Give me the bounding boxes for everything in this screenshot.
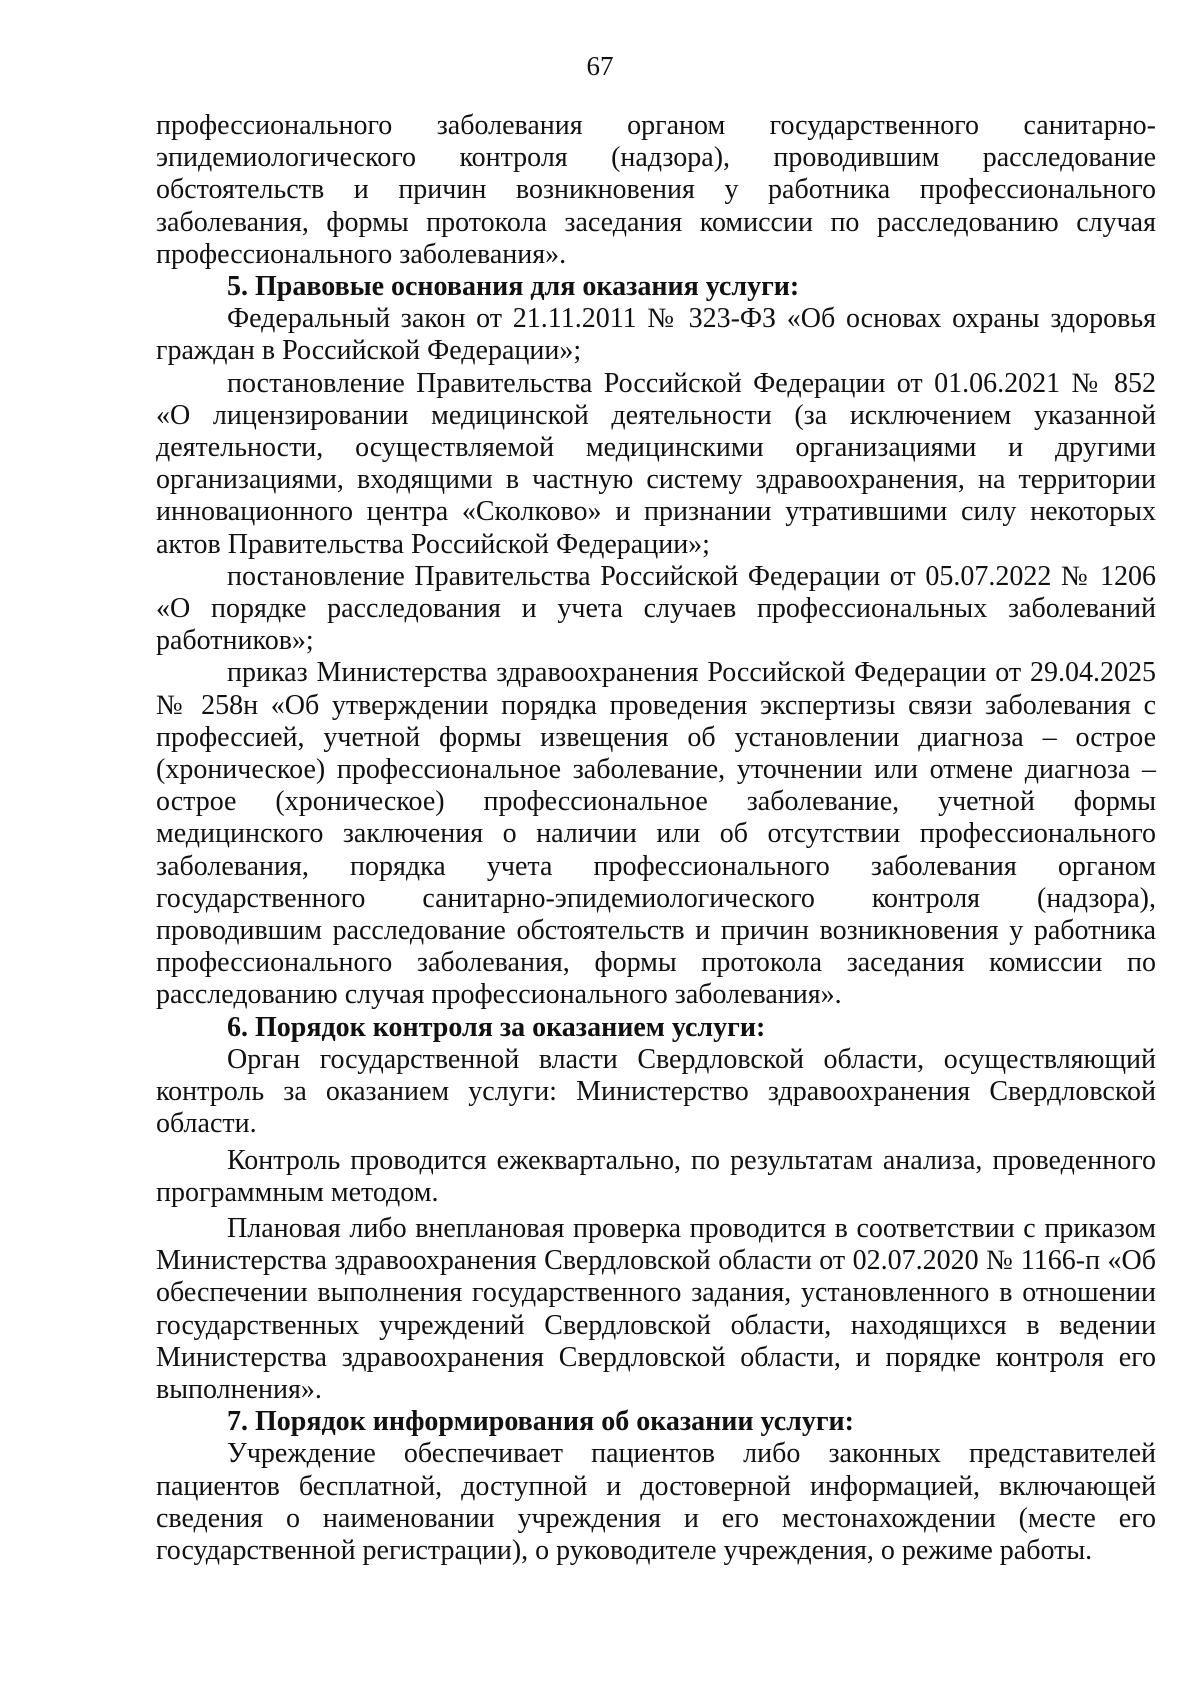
paragraph: Учреждение обеспечивает пациентов либо законных представителей пациентов бесплатной, доступной и достоверной информацией, включающей сведения о наименовании учреждения и его местонахождении (месте его государственной регистрации), о руководителе учреждения, о режиме работы. [156,1438,1156,1566]
section-heading: 7. Порядок информирования об оказании услуги: [227,1406,855,1438]
page-number: 67 [586,51,614,81]
paragraph: приказ Министерства здравоохранения Российской Федерации от 29.04.2025 № 258н «Об утверждении порядка проведения экспертизы связи заболевания с профессией, учетной формы извещения об установлении диагноза – острое (хроническое) профессиональное заболевание, уточнении или отмене диагноза – острое (хроническое) профессиональное заболевание, учетной формы медицинского заключения о наличии или об отсутствии профессионального заболевания, порядка учета профессионального заболевания органом государственного санитарно-эпидемиологического контроля (надзора), проводившим расследование обстоятельств и причин возникновения у работника профессионального заболевания, формы протокола заседания комиссии по расследованию случая профессионального заболевания». [156,657,1156,1011]
paragraph: Плановая либо внеплановая проверка проводится в соответствии с приказом Министерства здравоохранения Свердловской области от 02.07.2020 № 1166-п «Об обеспечении выполнения государственного задания, установленного в отношении государственных учреждений Свердловской области, находящихся в ведении Министерства здравоохранения Свердловской области, и порядке контроля его выполнения». [156,1212,1156,1405]
paragraph: Орган государственной власти Свердловской области, осуществляющий контроль за оказанием услуги: Министерство здравоохранения Свердловской области. [156,1043,1156,1140]
section-heading: 5. Правовые основания для оказания услуги: [227,271,800,303]
document-body [156,110,1156,1567]
paragraph: Контроль проводится ежеквартально, по результатам анализа, проведенного программным методом. [156,1144,1156,1208]
paragraph: постановление Правительства Российской Федерации от 05.07.2022 № 1206 «О порядке расследования и учета случаев профессиональных заболеваний работников»; [156,560,1156,657]
paragraph: профессионального заболевания органом государственного санитарно-эпидемиологического контроля (надзора), проводившим расследование обстоятельств и причин возникновения у работника профессионального заболевания, формы протокола заседания комиссии по расследованию случая профессионального заболевания». [156,110,1156,270]
paragraph: Федеральный закон от 21.11.2011 № 323-ФЗ «Об основах охраны здоровья граждан в Российской Федерации»; [156,303,1156,367]
section-heading: 6. Порядок контроля за оказанием услуги: [227,1011,766,1043]
paragraph: постановление Правительства Российской Федерации от 01.06.2021 № 852 «О лицензировании медицинской деятельности (за исключением указанной деятельности, осуществляемой медицинскими организациями и другими организациями, входящими в частную систему здравоохранения, на территории инновационного центра «Сколково» и признании утратившими силу некоторых актов Правительства Российской Федерации»; [156,367,1156,560]
